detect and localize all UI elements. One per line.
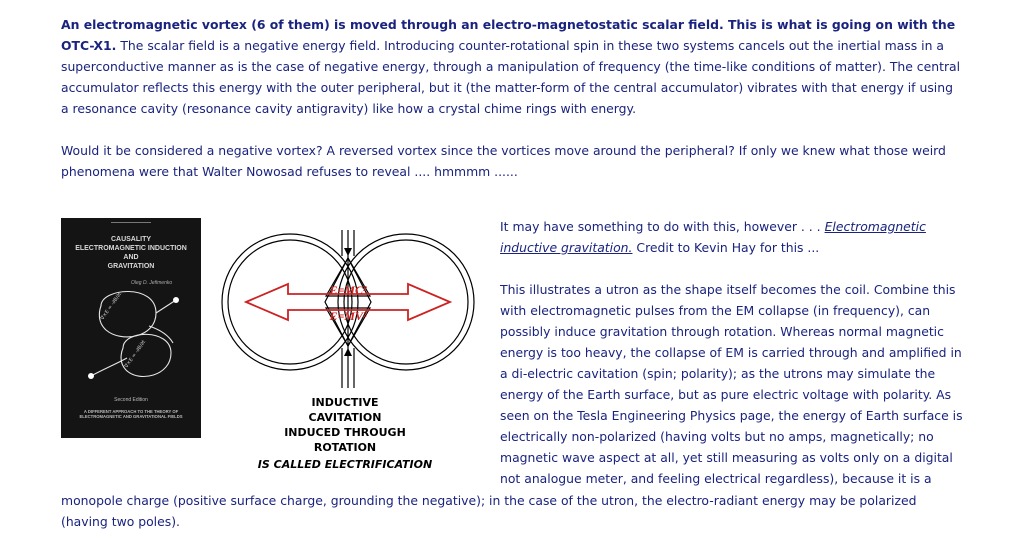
credit-text-after: Credit to Kevin Hay for this ...	[632, 240, 820, 255]
svg-text:∇×E = -∂B/∂t: ∇×E = -∂B/∂t	[123, 339, 148, 370]
intro-bold-lead: An electromagnetic vortex (6 of them) is moved through an electro-magnetostatic scalar field. This is what is going on with the OTC-X1.	[61, 17, 956, 53]
question-paragraph: Would it be considered a negative vortex? A reversed vortex since the vortices move around the peripheral? If only we knew what those weird phenomena were that Walter Nowosad refuses to reveal .... hmmmm ......	[61, 143, 946, 179]
intro-text: The scalar field is a negative energy field. Introducing counter-rotational spin in these two systems cancels out the inertial mass in a superconductive manner as is the case of negative energy, through a manipulation of frequency (the time-like conditions of matter). The central accumulator reflects this energy with the outer peripheral, but it (the matter-form of the central accumulator) vibrates with that energy if using a resonance cavity (resonance cavity antigravity) like how a crystal chime rings with energy.	[61, 38, 961, 116]
book-edition: Second Edition	[114, 397, 148, 403]
caption-line-4: ROTATION	[313, 441, 377, 454]
caption-line-1: INDUCTIVE	[311, 396, 379, 409]
equation-emc2: E=MC²	[329, 283, 367, 297]
utron-paragraph: This illustrates a utron as the shape itself becomes the coil. Combine this with electromagnetic pulses from the EM collapse (in frequency), can possibly induce gravitation through rotation. Whereas normal magnetic energy is too heavy, the collapse of EM is carried through and amplified in a di-electric cavitation (spin; polarity); as the utrons may simulate the energy of the Earth surface, but as pure electric voltage with polarity. As seen on the Tesla Engineering Physics page, the energy of Earth surface is electrically non-polarized (having volts but no amps, magnetically; no magnetic wave aspect at all, yet still measuring as volts only on a digital not analogue meter, and feeling electrical regardless), because it is a	[500, 282, 963, 486]
credit-text-before: It may have something to do with this, however . . .	[500, 219, 825, 234]
book-subtitle-line-2: ELECTROMAGNETIC AND GRAVITATIONAL FIELDS	[79, 414, 183, 419]
credit-paragraph	[500, 216, 965, 258]
electromagnetic-inductive-gravitation-link[interactable]: Electromagnetic inductive gravitation.	[500, 219, 926, 255]
book-title-line-1: CAUSALITY	[110, 236, 152, 243]
caption-line-3: INDUCED THROUGH	[284, 426, 406, 439]
book-author: Oleg D. Jefimenko	[131, 280, 173, 286]
svg-text:∇×E = -∂B/∂t: ∇×E = -∂B/∂t	[99, 291, 124, 322]
right-column	[500, 216, 965, 489]
book-title-line-2: ELECTROMAGNETIC INDUCTION	[75, 245, 187, 252]
book-subtitle-line-1: A DIFFERENT APPROACH TO THE THEORY OF	[83, 409, 179, 414]
book-title-line-4: GRAVITATION	[107, 263, 155, 270]
book-field-drawing	[61, 218, 201, 438]
utron-diagram	[208, 228, 488, 396]
book-subtitle	[61, 409, 201, 419]
intro-paragraph	[61, 14, 961, 119]
bottom-paragraph: monopole charge (positive surface charge, grounding the negative); in the case of the utron, the electro-radiant energy may be polarized (having two poles).	[61, 493, 917, 529]
book-title-line-3: AND	[123, 254, 139, 261]
book-cover-image	[61, 218, 201, 438]
caption-line-2: CAVITATION	[308, 411, 382, 424]
diagram-caption	[245, 395, 445, 455]
equation-emv2: E=MV²	[329, 309, 367, 323]
caption-emphasis: IS CALLED ELECTRIFICATION	[257, 458, 433, 471]
